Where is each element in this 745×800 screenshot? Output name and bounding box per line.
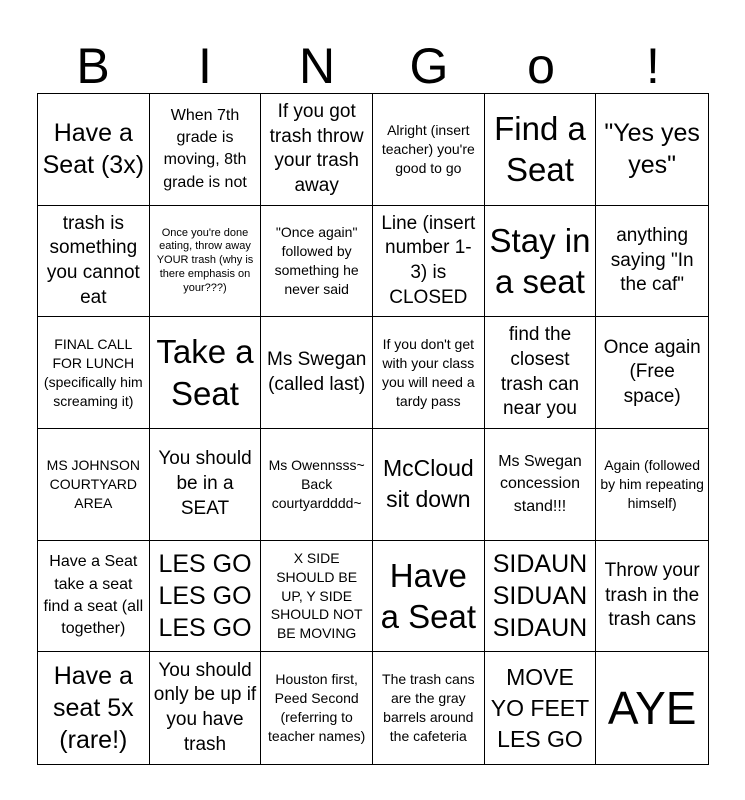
bingo-cell[interactable]: "Once again" followed by something he never said [261,206,373,318]
bingo-cell[interactable]: Have a seat 5x (rare!) [38,652,150,764]
bingo-cell[interactable]: MOVE YO FEET LES GO [485,652,597,764]
bingo-cell[interactable]: Once again (Free space) [596,317,708,429]
bingo-cell[interactable]: Take a Seat [150,317,262,429]
bingo-cell[interactable]: Stay in a seat [485,206,597,318]
bingo-cell[interactable]: Have a Seat (3x) [38,94,150,206]
bingo-cell[interactable]: Find a Seat [485,94,597,206]
title-letter: I [198,38,212,94]
bingo-cell[interactable]: Houston first, Peed Second (referring to teacher names) [261,652,373,764]
bingo-cell[interactable]: Ms Swegan concession stand!!! [485,429,597,541]
bingo-cell[interactable]: SIDAUN SIDUAN SIDAUN [485,541,597,653]
title-letter: B [76,38,110,94]
bingo-cell[interactable]: find the closest trash can near you [485,317,597,429]
title-letter: ! [646,38,660,94]
bingo-cell[interactable]: anything saying "In the caf" [596,206,708,318]
bingo-cell[interactable]: You should be in a SEAT [150,429,262,541]
bingo-cell[interactable]: "Yes yes yes" [596,94,708,206]
bingo-cell[interactable]: The trash cans are the gray barrels around the cafeteria [373,652,485,764]
bingo-cell[interactable]: Have a Seat take a seat find a seat (all together) [38,541,150,653]
bingo-board [37,93,709,765]
bingo-cell[interactable]: Once you're done eating, throw away YOUR trash (why is there emphasis on your???) [150,206,262,318]
bingo-cell[interactable]: Throw your trash in the trash cans [596,541,708,653]
bingo-cell[interactable]: Ms Owennsss~ Back courtyardddd~ [261,429,373,541]
bingo-cell[interactable]: trash is something you cannot eat [38,206,150,318]
bingo-cell[interactable]: FINAL CALL FOR LUNCH (specifically him screaming it) [38,317,150,429]
bingo-cell[interactable]: MS JOHNSON COURTYARD AREA [38,429,150,541]
bingo-cell[interactable]: If you got trash throw your trash away [261,94,373,206]
bingo-cell[interactable]: AYE [607,681,697,734]
bingo-cell[interactable]: Line (insert number 1-3) is CLOSED [373,206,485,318]
bingo-cell[interactable]: Ms Swegan (called last) [261,317,373,429]
title-letter: o [527,38,555,94]
bingo-cell[interactable]: LES GO LES GO LES GO [150,541,262,653]
title-letter: G [409,38,449,94]
bingo-title [37,38,709,94]
bingo-cell[interactable]: Alright (insert teacher) you're good to go [373,94,485,206]
bingo-cell[interactable]: X SIDE SHOULD BE UP, Y SIDE SHOULD NOT BE MOVING [261,541,373,653]
bingo-cell[interactable]: Again (followed by him repeating himself) [596,429,708,541]
bingo-cell[interactable]: You should only be up if you have trash [150,652,262,764]
title-letter: N [298,38,336,94]
bingo-cell[interactable]: If you don't get with your class you will need a tardy pass [373,317,485,429]
bingo-cell[interactable]: McCloud sit down [373,429,485,541]
bingo-cell[interactable]: Have a Seat [373,541,485,653]
bingo-cell[interactable]: When 7th grade is moving, 8th grade is not [150,94,262,206]
